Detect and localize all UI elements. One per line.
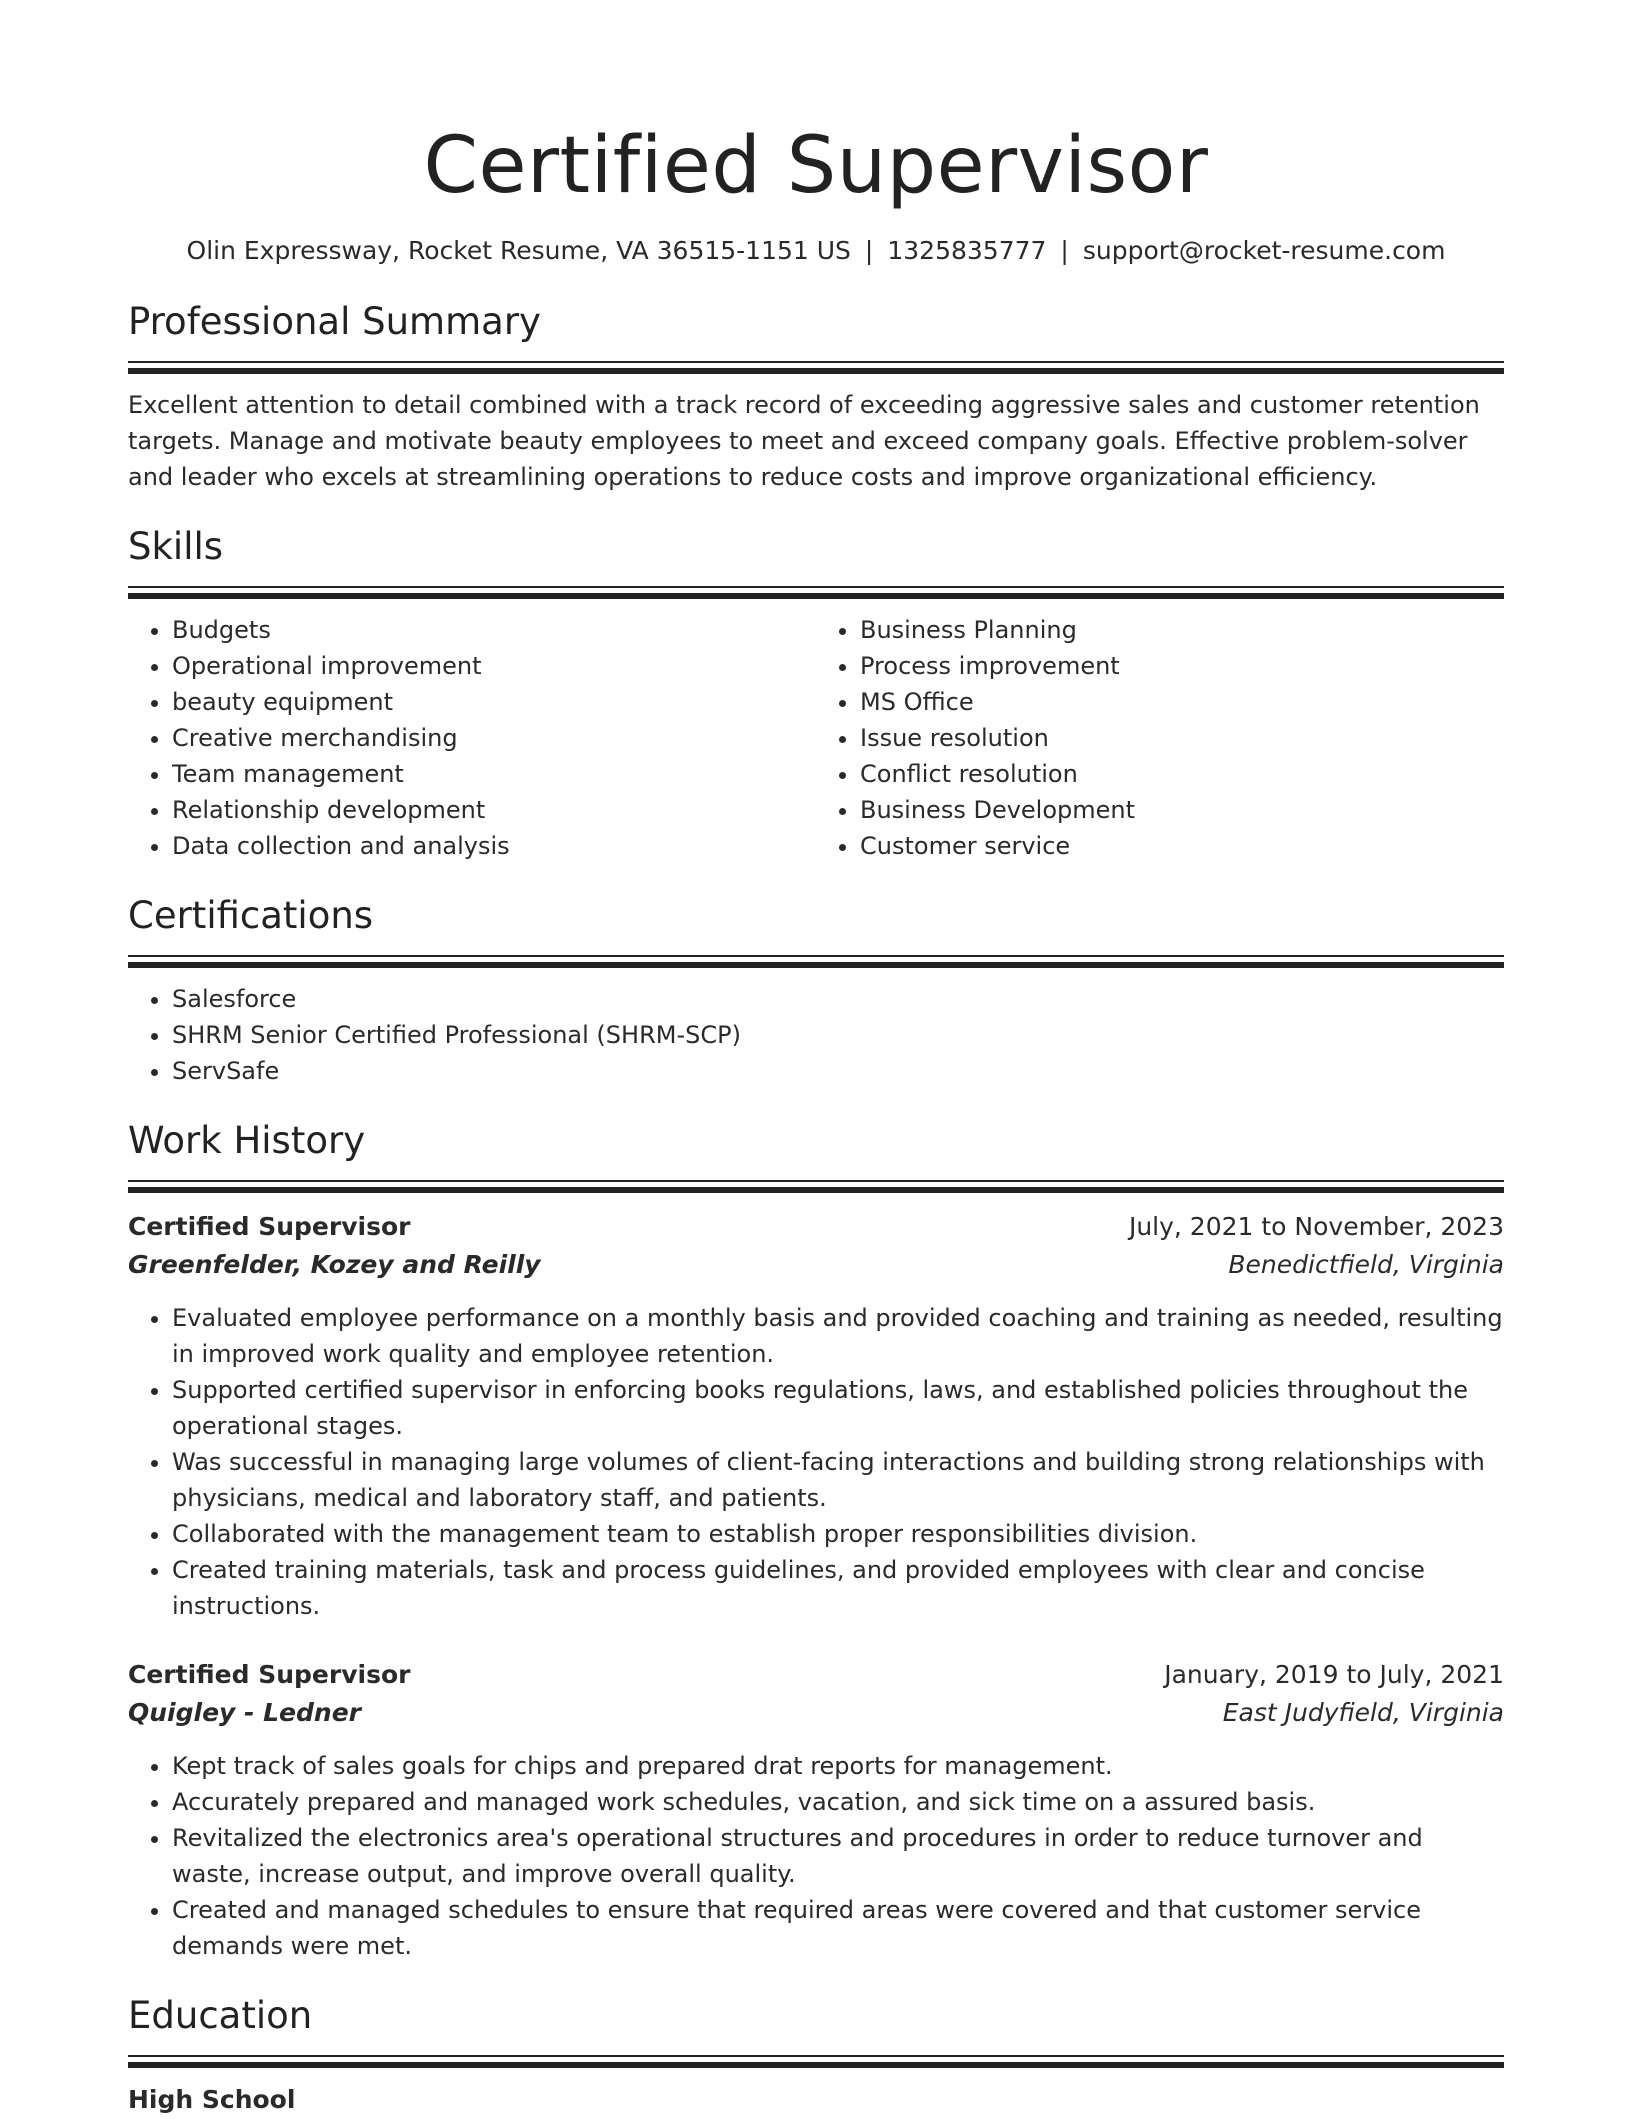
list-item: • Operational improvement xyxy=(172,648,816,684)
list-item: • Process improvement xyxy=(860,648,1504,684)
section-title-education: Education xyxy=(128,1994,313,2037)
list-item: • Customer service xyxy=(860,828,1504,864)
job-header-row xyxy=(128,1656,1504,1694)
list-item: • Business Development xyxy=(860,792,1504,828)
list-item: • Data collection and analysis xyxy=(172,828,816,864)
section-divider xyxy=(128,586,1504,612)
list-item: • Relationship development xyxy=(172,792,816,828)
job-location: East Judyfield, Virginia xyxy=(1222,1698,1504,1727)
list-item: • Creative merchandising xyxy=(172,720,816,756)
job-dates: July, 2021 to November, 2023 xyxy=(1128,1212,1504,1241)
skills-list-right xyxy=(816,612,1504,864)
contact-separator: | xyxy=(864,236,874,265)
summary-text: Excellent attention to detail combined with a track record of exceeding aggressive sales and customer retention targets. Manage and motivate beauty employees to meet and exceed company goals. Effective problem-solver and leader who excels at streamlining operations to reduce costs and improve organizational efficiency. xyxy=(128,391,1480,491)
job-company-row xyxy=(128,1246,1504,1284)
list-item: • Issue resolution xyxy=(860,720,1504,756)
contact-line xyxy=(128,234,1504,268)
section-title-skills: Skills xyxy=(128,525,224,568)
contact-address: Olin Expressway, Rocket Resume, VA 36515-1151 US xyxy=(186,236,851,265)
list-item: • Created and managed schedules to ensure that required areas were covered and that customer service demands were met. xyxy=(172,1892,1504,1964)
list-item: • Budgets xyxy=(172,612,816,648)
section-divider xyxy=(128,1180,1504,1206)
job-location: Benedictfield, Virginia xyxy=(1228,1250,1504,1279)
job-title: Certified Supervisor xyxy=(128,1212,411,1241)
list-item: • Accurately prepared and managed work schedules, vacation, and sick time on a assured basis. xyxy=(172,1784,1504,1820)
list-item: • Salesforce xyxy=(172,981,1504,1017)
section-title-certifications: Certifications xyxy=(128,894,374,937)
list-item: • ServSafe xyxy=(172,1053,1504,1089)
job-dates: January, 2019 to July, 2021 xyxy=(1164,1660,1504,1689)
contact-email: support@rocket-resume.com xyxy=(1082,236,1446,265)
contact-phone: 1325835777 xyxy=(887,236,1047,265)
list-item: • Created training materials, task and process guidelines, and provided employees with clear and concise instructions. xyxy=(172,1552,1504,1624)
education-degree: High School xyxy=(128,2085,296,2114)
list-item: • Kept track of sales goals for chips and prepared drat reports for management. xyxy=(172,1748,1504,1784)
section-divider xyxy=(128,955,1504,981)
list-item: • Revitalized the electronics area's operational structures and procedures in order to reduce turnover and waste, increase output, and improve overall quality. xyxy=(172,1820,1504,1892)
job-company-row xyxy=(128,1694,1504,1732)
list-item: • SHRM Senior Certified Professional (SHRM-SCP) xyxy=(172,1017,1504,1053)
list-item: • Was successful in managing large volumes of client-facing interactions and building strong relationships with physicians, medical and laboratory staff, and patients. xyxy=(172,1444,1504,1516)
list-item: • Conflict resolution xyxy=(860,756,1504,792)
section-title-work-history: Work History xyxy=(128,1119,366,1162)
list-item: • Evaluated employee performance on a monthly basis and provided coaching and training as needed, resulting in improved work quality and employee retention. xyxy=(172,1300,1504,1372)
skills-list-left xyxy=(128,612,816,864)
job-title: Certified Supervisor xyxy=(128,1660,411,1689)
section-divider xyxy=(128,2055,1504,2081)
job-company: Greenfelder, Kozey and Reilly xyxy=(128,1250,541,1279)
list-item: • Team management xyxy=(172,756,816,792)
work-history-section xyxy=(128,1117,1504,1964)
job-header-row xyxy=(128,1208,1504,1246)
summary-section xyxy=(128,298,1504,495)
certifications-list xyxy=(128,981,1504,1089)
job-company: Quigley - Ledner xyxy=(128,1698,361,1727)
job-entry xyxy=(128,1656,1504,1964)
list-item: • Supported certified supervisor in enforcing books regulations, laws, and established policies throughout the operational stages. xyxy=(172,1372,1504,1444)
list-item: • MS Office xyxy=(860,684,1504,720)
section-title-summary: Professional Summary xyxy=(128,300,541,343)
certifications-section xyxy=(128,892,1504,1089)
education-section xyxy=(128,1992,1504,2119)
list-item: • Business Planning xyxy=(860,612,1504,648)
job-bullets xyxy=(128,1748,1504,1964)
job-bullets xyxy=(128,1300,1504,1624)
section-divider xyxy=(128,361,1504,387)
list-item: • beauty equipment xyxy=(172,684,816,720)
skills-section xyxy=(128,523,1504,864)
job-entry xyxy=(128,1208,1504,1624)
skills-grid xyxy=(128,612,1504,864)
list-item: • Collaborated with the management team to establish proper responsibilities division. xyxy=(172,1516,1504,1552)
contact-separator: | xyxy=(1060,236,1069,265)
candidate-name: Certified Supervisor xyxy=(423,121,1209,211)
